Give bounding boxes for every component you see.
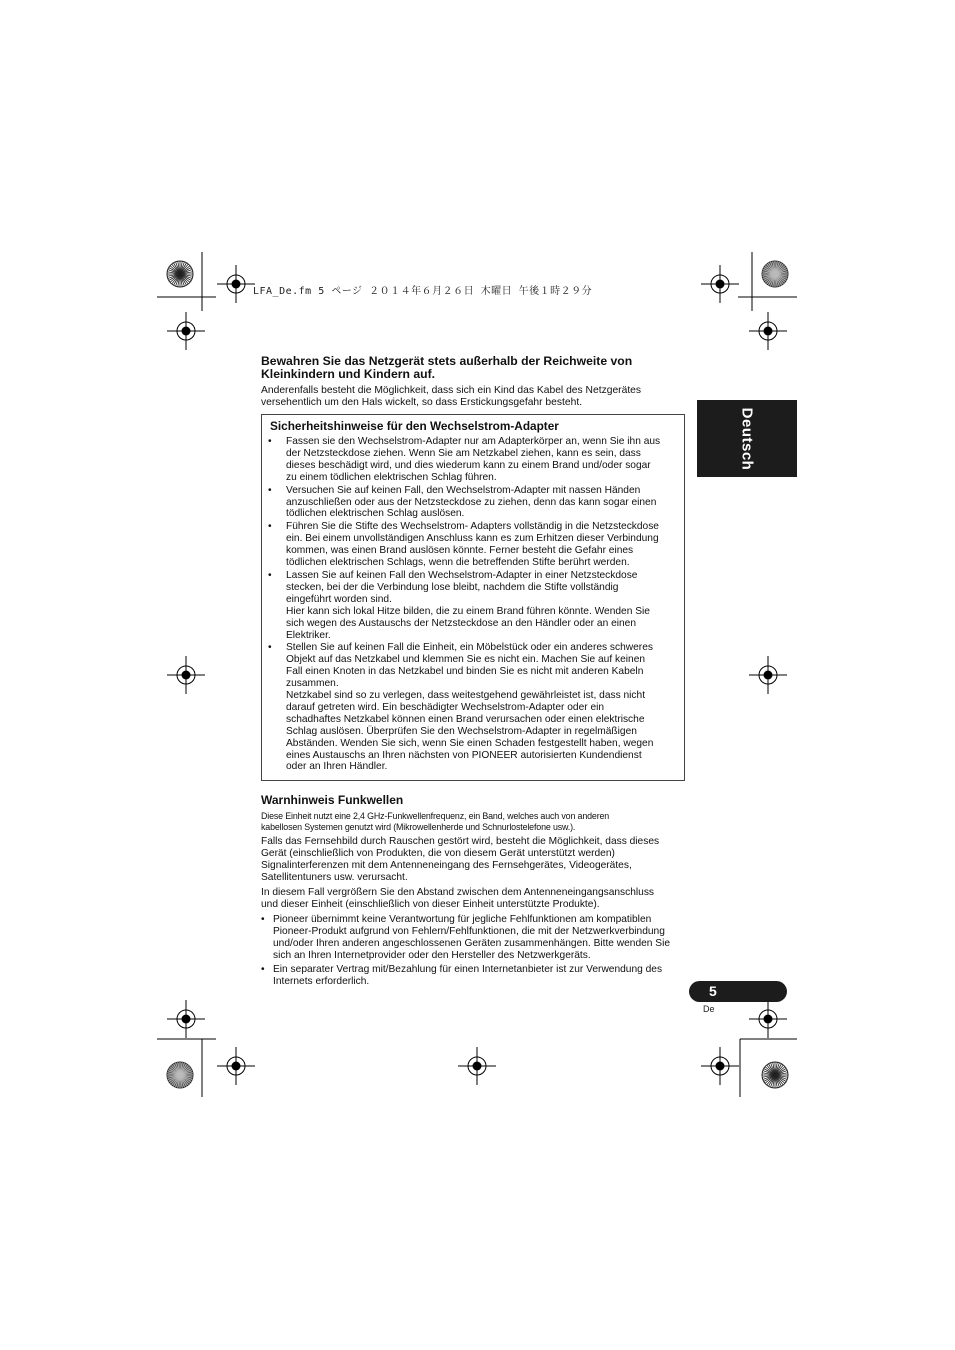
text-line: Objekt auf das Netzkabel und klemmen Sie es nicht ein. Machen Sie auf keinen bbox=[286, 654, 646, 666]
text-line: Abständen. Wenden Sie sich, wenn Sie einen Schaden festgestellt haben, wegen bbox=[286, 737, 654, 749]
text-line: Versuchen Sie auf keinen Fall, den Wechselstrom-Adapter mit nassen Händen bbox=[286, 484, 641, 496]
text-line: ein. Bei einem unvollständigen Anschluss kann es zum Erhitzen dieser Verbindung bbox=[286, 533, 659, 545]
color-calibration-wheel-icon bbox=[167, 261, 193, 287]
page-content bbox=[261, 355, 685, 991]
text-line: zu einem tödlichen elektrischen Schlag führen. bbox=[286, 471, 497, 483]
bullet-icon: • bbox=[268, 642, 272, 654]
text-line: Diese Einheit nutzt eine 2,4 GHz-Funkwellenfrequenz, ein Band, welches auch von anderen bbox=[261, 811, 610, 822]
radio-paragraph-1 bbox=[261, 836, 685, 884]
list-item bbox=[268, 570, 678, 641]
bullet-icon: • bbox=[268, 436, 272, 447]
text-line: stecken, bei der die Verbindung lose bleibt, nachdem die Stifte vollständig bbox=[286, 581, 619, 593]
text-line: Führen Sie die Stifte des Wechselstrom- Adapters vollständig in die Netzsteckdose bbox=[286, 521, 659, 533]
text-line: Fassen sie den Wechselstrom-Adapter nur am Adapterkörper an, wenn Sie ihn aus bbox=[286, 436, 661, 447]
text-line: Pioneer-Produkt aufgrund von Fehlern/Fehlfunktionen, die mit der Netzwerkverbindung bbox=[273, 925, 665, 937]
language-tab-label: Deutsch bbox=[738, 407, 756, 470]
text-line: sich an Ihren Internetprovider oder den Hersteller des Netzwerkgeräts. bbox=[273, 949, 591, 961]
heading-line: Kleinkindern und Kindern auf. bbox=[261, 367, 436, 381]
text-line: Netzkabel sind so zu verlegen, dass weitestgehend gewährleistet ist, dass nicht bbox=[286, 690, 646, 702]
text-line: Ein separater Vertrag mit/Bezahlung für einen Internetanbieter ist zur Verwendung des bbox=[273, 964, 663, 976]
color-calibration-wheel-icon bbox=[167, 1062, 193, 1088]
file-info-header: LFA_De.fm 5 ページ ２０１４年６月２６日 木曜日 午後１時２９分 bbox=[253, 286, 593, 297]
list-item bbox=[261, 964, 685, 988]
text-line: eingeführt worden sind. bbox=[286, 593, 392, 605]
text-line: Hier kann sich lokal Hitze bilden, die zu einem Brand führen könnte. Wenden Sie bbox=[286, 605, 650, 617]
color-calibration-wheel-icon bbox=[762, 1062, 788, 1088]
text-line: Internets erforderlich. bbox=[273, 976, 370, 988]
text-line: Fall einen Knoten in das Netzkabel und binden Sie es nicht mit anderen Kabeln bbox=[286, 666, 644, 678]
bullet-icon: • bbox=[268, 521, 272, 533]
radio-intro bbox=[261, 811, 685, 833]
text-line: Falls das Fernsehbild durch Rauschen gestört wird, besteht die Möglichkeit, dass dieses bbox=[261, 836, 660, 848]
list-item bbox=[268, 521, 678, 569]
text-line: und dieser Einheit (einschließlich von dieser Einheit unterstützte Produkte). bbox=[261, 898, 600, 910]
text-line: zusammen. bbox=[286, 678, 339, 690]
radio-list bbox=[261, 914, 685, 988]
bullet-icon: • bbox=[261, 964, 265, 976]
text-line: kommen, was einen Brand auslösen könnte. Ferner besteht die Gefahr eines bbox=[286, 545, 634, 557]
text-line: schadhaftes Netzkabel können einen Brand verursachen oder einen elektrische bbox=[286, 713, 645, 725]
child-safety-heading bbox=[261, 355, 685, 381]
child-safety-text bbox=[261, 385, 685, 409]
radio-paragraph-2 bbox=[261, 887, 685, 911]
text-line: anzuschließen oder aus der Netzsteckdose zu ziehen, denn das kann sogar einen bbox=[286, 496, 657, 508]
text-line: dieses beschädigt wird, und dies wiederum kann zu einem Brand und/oder sogar bbox=[286, 459, 651, 471]
page-number: 5 bbox=[709, 983, 717, 999]
text-line: In diesem Fall vergrößern Sie den Abstand zwischen dem Antenneneingangsanschluss bbox=[261, 887, 655, 898]
bullet-icon: • bbox=[268, 484, 272, 496]
text-line: tödlichen elektrischen Schlags, wenn die betreffenden Stifte berührt werden. bbox=[286, 557, 630, 569]
text-line: tödlichen elektrischen Schlag auslösen. bbox=[286, 508, 465, 520]
text-line: Pioneer übernimmt keine Verantwortung für jegliche Fehlfunktionen am kompatiblen bbox=[273, 913, 652, 925]
list-item bbox=[261, 914, 685, 962]
text-line: der Netzsteckdose ziehen. Wenn Sie am Netzkabel ziehen, kann es sein, dass bbox=[286, 447, 641, 459]
heading-line: Bewahren Sie das Netzgerät stets außerhalb der Reichweite von bbox=[261, 354, 633, 368]
text-line: Signalinterferenzen mit dem Antenneneingang des Fernsehgerätes, Videogerätes, bbox=[261, 860, 632, 872]
list-item bbox=[268, 642, 678, 773]
list-item bbox=[268, 436, 678, 484]
text-line: und/oder Ihren anderen angeschlossenen Geräten zusammenhängen. Bitte wenden Sie bbox=[273, 937, 671, 949]
text-line: kabellosen Systemen genutzt wird (Mikrowellenherde und Schnurlostelefone usw.). bbox=[261, 822, 576, 833]
text-line: versehentlich um den Hals wickelt, so dass Erstickungsgefahr besteht. bbox=[261, 397, 583, 408]
text-line: eines Austauschs an Ihren nächsten von PIONEER autorisierten Kundendienst bbox=[286, 749, 642, 761]
bullet-icon: • bbox=[261, 913, 265, 925]
text-line: Satellitentuners usw. verursacht. bbox=[261, 872, 408, 884]
text-line: Elektriker. bbox=[286, 629, 331, 641]
text-line: Schlag auslösen. Überprüfen Sie den Wechselstrom-Adapter in regelmäßigen bbox=[286, 725, 637, 737]
text-line: oder an Ihren Händler. bbox=[286, 761, 388, 773]
page-number-tab bbox=[689, 981, 787, 1002]
language-tab bbox=[697, 400, 797, 477]
safety-box-title: Sicherheitshinweise für den Wechselstrom-Adapter bbox=[270, 419, 559, 433]
radio-section-title: Warnhinweis Funkwellen bbox=[261, 793, 404, 808]
list-item bbox=[268, 485, 678, 521]
text-line: Anderenfalls besteht die Möglichkeit, dass sich ein Kind das Kabel des Netzgerätes bbox=[261, 385, 642, 396]
text-line: Gerät (einschließlich von Produkten, die von diesem Gerät unterstützt werden) bbox=[261, 848, 615, 860]
text-line: sich wegen des Austauschs der Netzsteckdose an den Händler oder an einen bbox=[286, 617, 636, 629]
bullet-icon: • bbox=[268, 569, 272, 581]
safety-list bbox=[268, 436, 678, 773]
color-calibration-wheel-icon bbox=[762, 261, 788, 287]
safety-box bbox=[261, 414, 685, 781]
text-line: Stellen Sie auf keinen Fall die Einheit, ein Möbelstück oder ein anderes schweres bbox=[286, 642, 653, 654]
text-line: Lassen Sie auf keinen Fall den Wechselstrom-Adapter in einer Netzsteckdose bbox=[286, 569, 638, 581]
page-language-code: De bbox=[703, 1004, 715, 1014]
text-line: darauf getreten wird. Ein beschädigter Wechselstrom-Adapter oder ein bbox=[286, 701, 605, 713]
